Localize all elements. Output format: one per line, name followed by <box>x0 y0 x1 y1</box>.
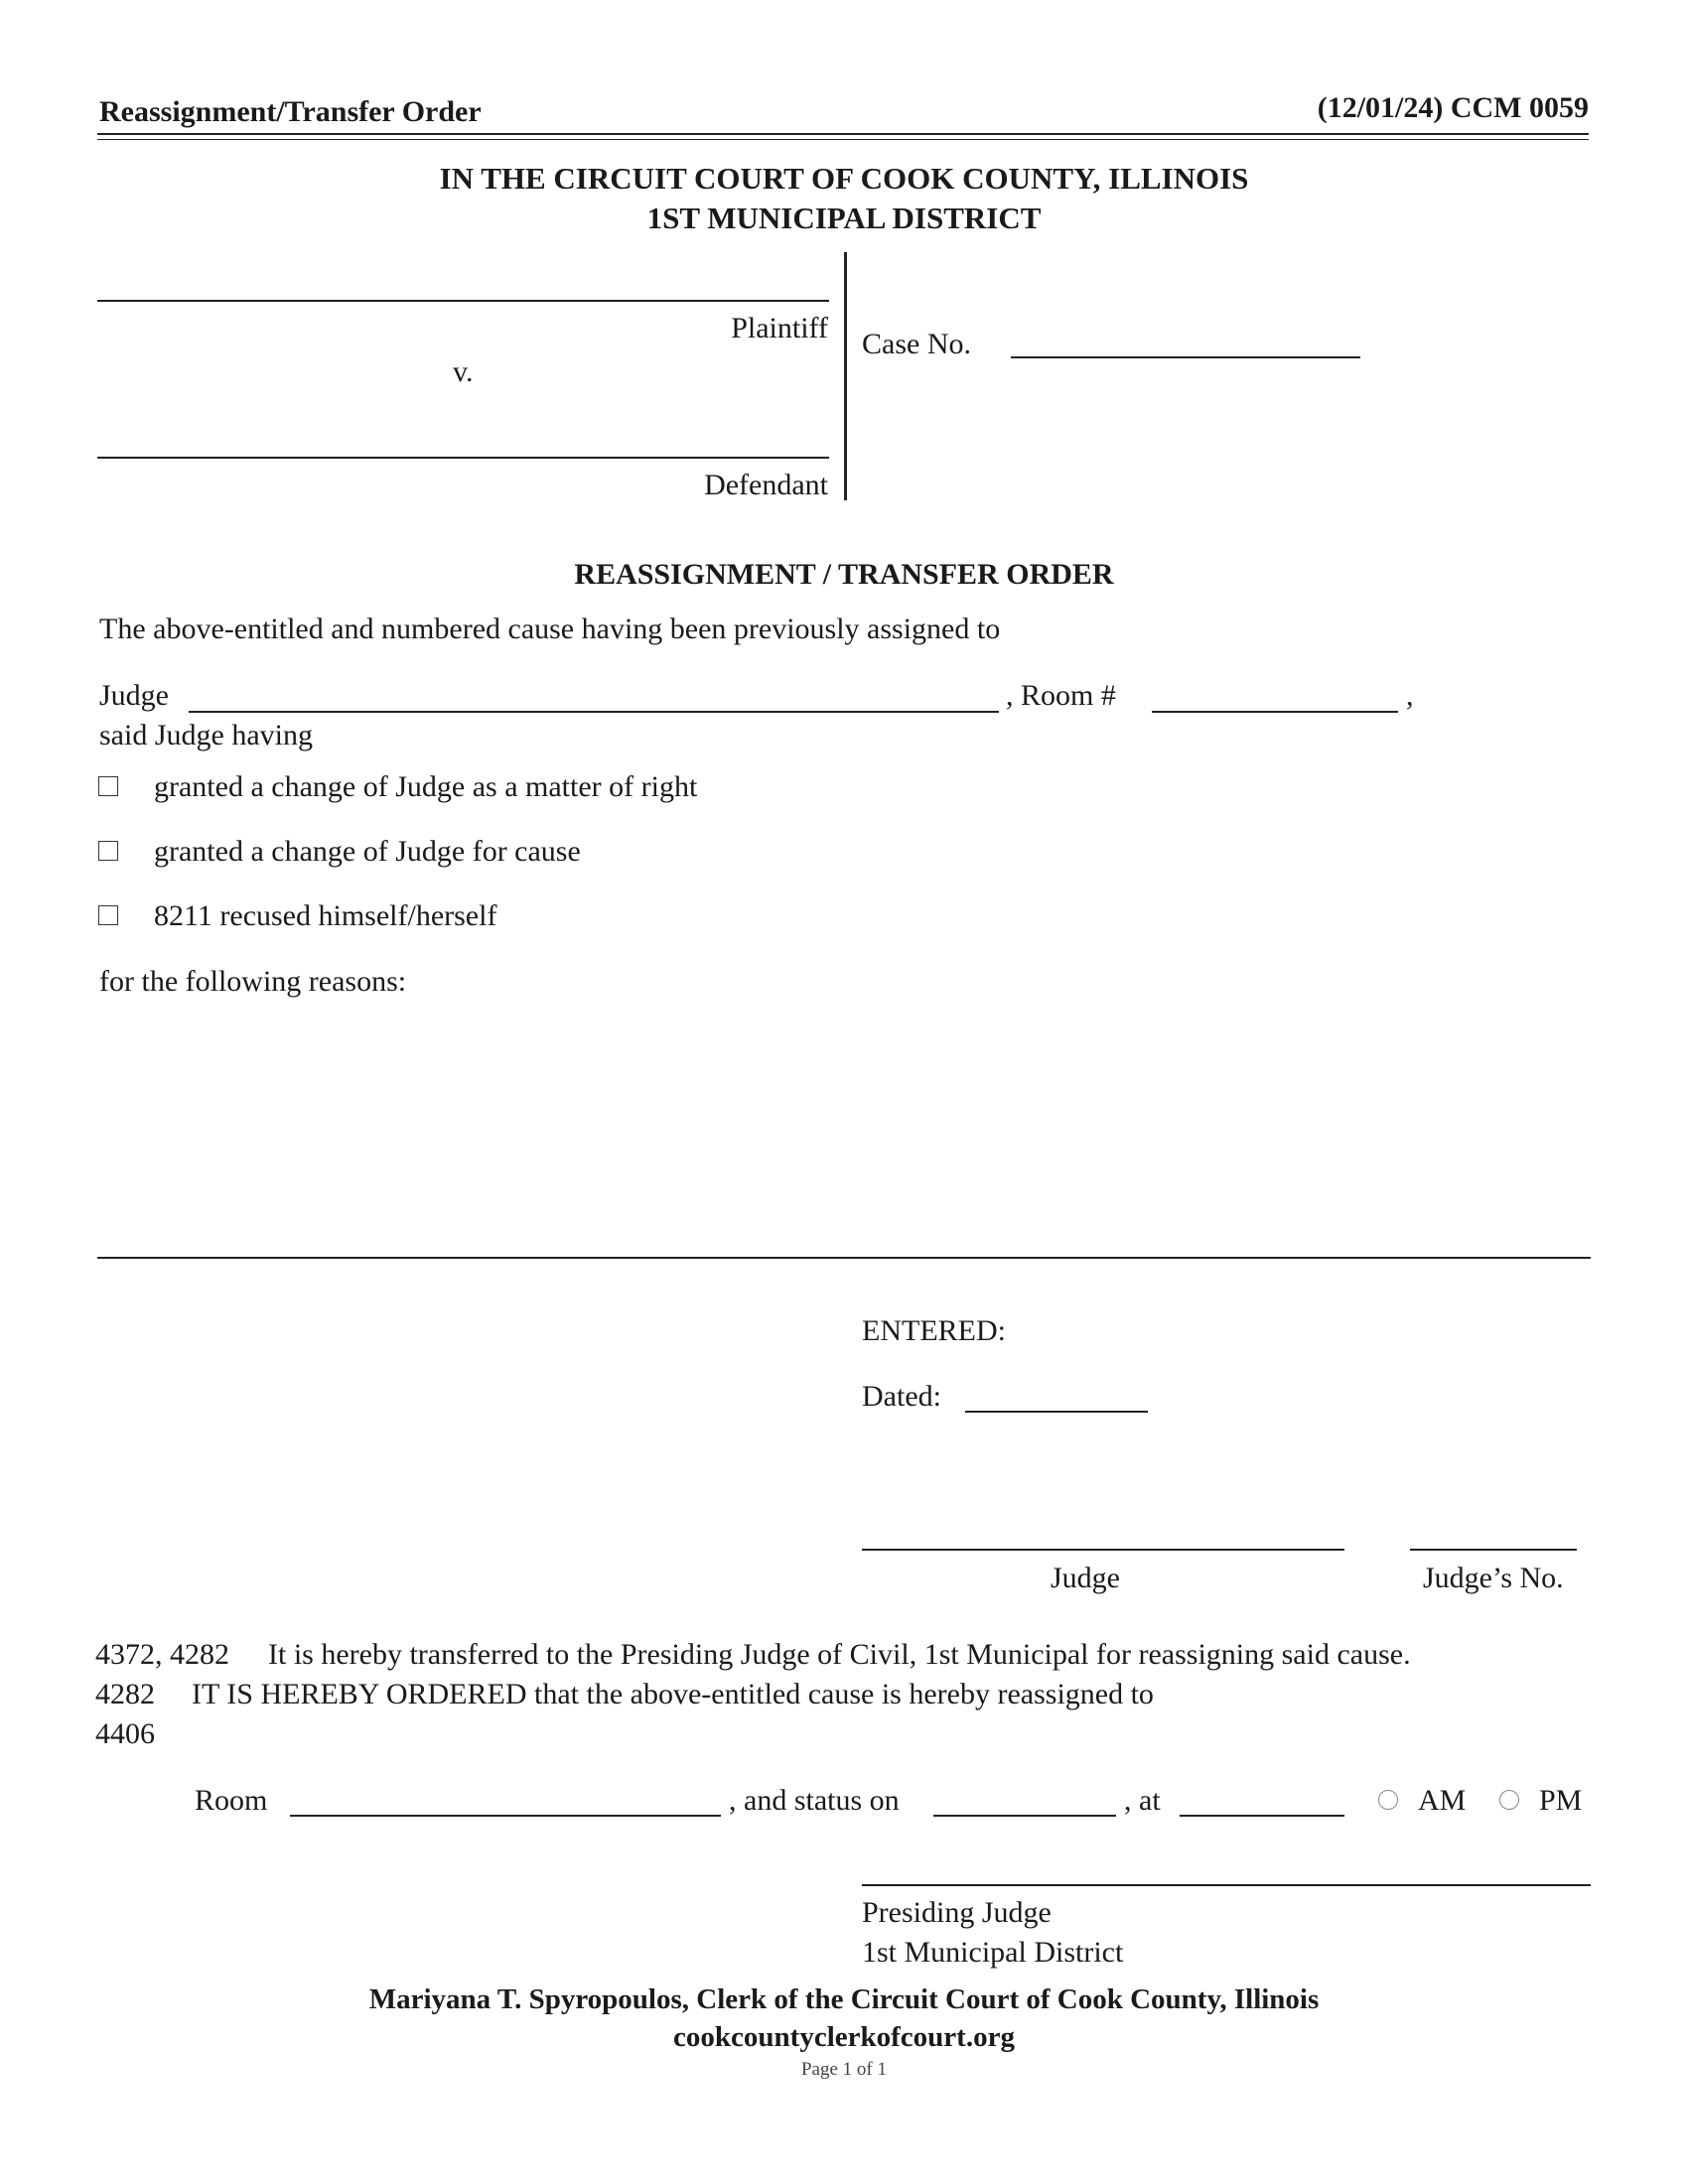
reasons-rule <box>97 1257 1591 1259</box>
header-rule-bottom <box>97 139 1589 140</box>
at-label: , at <box>1124 1784 1161 1817</box>
option-label-recused: 8211 recused himself/herself <box>154 899 497 932</box>
transfer-code-3: 4406 <box>95 1717 155 1750</box>
presiding-judge-label: Presiding Judge <box>862 1896 1052 1929</box>
transfer-codes-1: 4372, 4282 <box>95 1638 229 1671</box>
case-no-field[interactable] <box>1011 356 1360 358</box>
form-code: (12/01/24) CCM 0059 <box>1317 91 1589 124</box>
am-label: AM <box>1418 1784 1467 1817</box>
judge-no-label: Judge’s No. <box>1423 1562 1564 1594</box>
presiding-district-label: 1st Municipal District <box>862 1936 1124 1969</box>
clerk-name: Mariyana T. Spyropoulos, Clerk of the Circuit Court of Cook County, Illinois <box>368 1983 1320 2015</box>
judge-signature-label: Judge <box>1051 1562 1120 1594</box>
room-label: , Room # <box>1006 679 1116 712</box>
plaintiff-name-line[interactable] <box>97 300 829 302</box>
option-label-right: granted a change of Judge as a matter of right <box>154 770 698 803</box>
judge-having-label: said Judge having <box>99 719 313 751</box>
defendant-name-line[interactable] <box>97 457 829 459</box>
pm-radio[interactable] <box>1499 1790 1519 1810</box>
presiding-signature-line[interactable] <box>862 1884 1591 1886</box>
option-checkbox-recused[interactable] <box>98 905 118 925</box>
order-intro: The above-entitled and numbered cause having been previously assigned to <box>99 613 1001 645</box>
room-trailing-comma: , <box>1406 679 1414 712</box>
room-assign-field[interactable] <box>290 1815 721 1817</box>
reasons-field[interactable] <box>99 1008 1589 1246</box>
versus-label: v. <box>453 355 474 388</box>
dated-field[interactable] <box>965 1411 1148 1413</box>
caption-divider <box>844 252 847 500</box>
page-number: Page 1 of 1 <box>800 2059 887 2080</box>
status-date-field[interactable] <box>933 1815 1116 1817</box>
transfer-text-1: It is hereby transferred to the Presiding Judge of Civil, 1st Municipal for reassigning said cause. <box>268 1638 1411 1671</box>
option-checkbox-right[interactable] <box>98 776 118 796</box>
status-time-field[interactable] <box>1180 1815 1344 1817</box>
reasons-label: for the following reasons: <box>99 965 407 998</box>
pm-label: PM <box>1539 1784 1583 1817</box>
option-label-cause: granted a change of Judge for cause <box>154 835 581 868</box>
order-title: REASSIGNMENT / TRANSFER ORDER <box>574 558 1114 591</box>
plaintiff-label: Plaintiff <box>731 312 828 344</box>
transfer-text-2: IT IS HEREBY ORDERED that the above-entitled cause is hereby reassigned to <box>192 1678 1154 1710</box>
clerk-website[interactable]: cookcountyclerkofcourt.org <box>673 2021 1015 2053</box>
option-checkbox-cause[interactable] <box>98 841 118 861</box>
defendant-label: Defendant <box>704 469 828 501</box>
dated-label: Dated: <box>862 1380 941 1413</box>
header-rule-top <box>97 133 1589 135</box>
judge-label: Judge <box>99 679 169 712</box>
entered-label: ENTERED: <box>862 1314 1006 1347</box>
judge-name-field[interactable] <box>189 711 999 713</box>
room-number-field[interactable] <box>1152 711 1398 713</box>
judge-no-line[interactable] <box>1410 1549 1577 1551</box>
transfer-code-2: 4282 <box>95 1678 155 1710</box>
case-no-label: Case No. <box>862 328 971 360</box>
court-district: 1ST MUNICIPAL DISTRICT <box>646 201 1042 235</box>
judge-signature-line[interactable] <box>862 1549 1344 1551</box>
am-radio[interactable] <box>1378 1790 1398 1810</box>
court-name: IN THE CIRCUIT COURT OF COOK COUNTY, ILLINOIS <box>439 161 1249 196</box>
room-assign-label: Room <box>195 1784 268 1817</box>
form-title: Reassignment/Transfer Order <box>99 95 482 128</box>
status-label: , and status on <box>729 1784 900 1817</box>
